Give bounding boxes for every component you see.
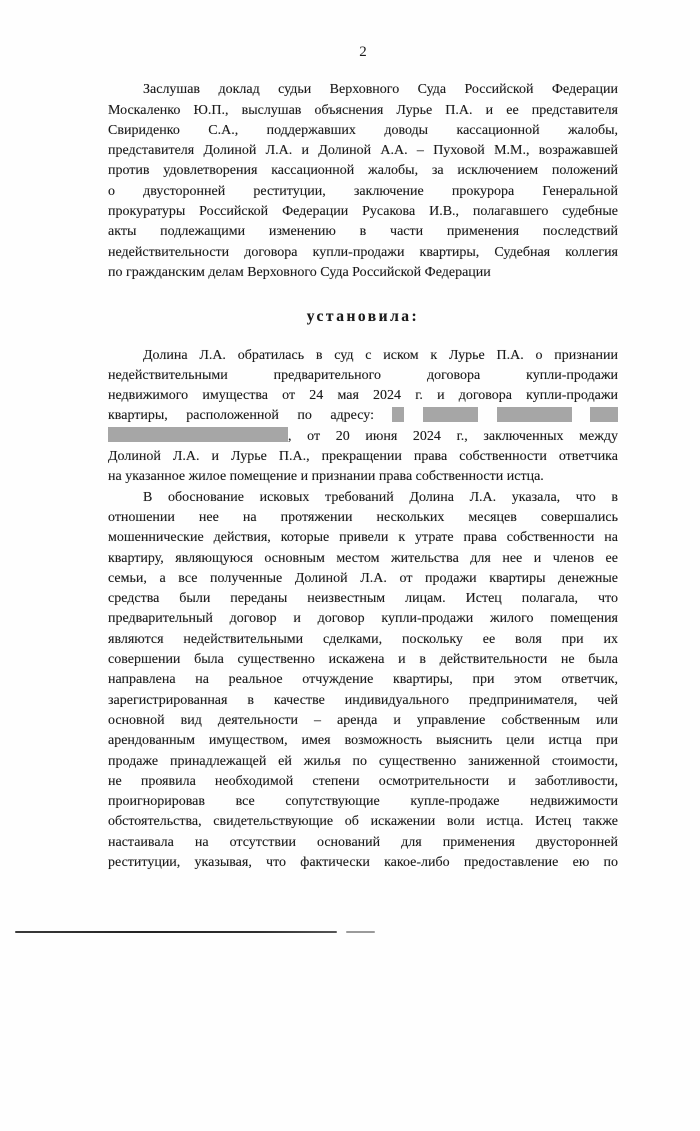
- text-line: предварительный договор и договор купли-продажи жилого помещения: [108, 611, 618, 627]
- text-line: Москаленко Ю.П., выслушав объяснения Лурье П.А. и ее представителя: [108, 102, 618, 118]
- paragraph-hearing-report: [108, 80, 618, 283]
- text-line: арендованным имуществом, имея возможность выяснить цели истца при: [108, 733, 618, 749]
- page-content: [108, 0, 618, 873]
- text-line: совершении была существенно искажена и в действительности не была: [108, 652, 618, 668]
- text-line: не проявила необходимой степени осмотрительности и заботливости,: [108, 773, 618, 789]
- text-line: обстоятельства, свидетельствующие об искажении воли истца. Истец также: [108, 814, 618, 830]
- text-line: Долина Л.А. обратилась в суд с иском к Лурье П.А. о признании: [143, 347, 618, 363]
- text-line: В обоснование исковых требований Долина Л.А. указала, что в: [143, 489, 618, 505]
- text-line: проигнорировав все сопутствующие купле-продаже недвижимости: [108, 794, 618, 810]
- text-line: направлена на реальное отчуждение квартиры, при этом ответчик,: [108, 672, 618, 688]
- footnote-separator-line-fragment: [346, 931, 375, 933]
- redaction-box: [423, 407, 478, 422]
- redaction-box: [108, 427, 288, 442]
- text-line: являются недействительными сделками, поскольку ее воля при их: [108, 631, 618, 647]
- redaction-box: [590, 407, 618, 422]
- text-line: основной вид деятельности – аренда и управление собственным или: [108, 712, 618, 728]
- text-line: настаивала на отсутствии оснований для применения двусторонней: [108, 834, 618, 850]
- redaction-box: [497, 407, 572, 422]
- redaction-box: [392, 407, 404, 422]
- text-line: мошеннические действия, которые привели к утрате права собственности на: [108, 530, 618, 546]
- court-ruling-heading: установила:: [306, 308, 420, 326]
- text-line: по гражданским делам Верховного Суда Российской Федерации: [108, 264, 491, 280]
- text-line: Заслушав доклад судьи Верховного Суда Российской Федерации: [143, 82, 618, 98]
- text-line: недвижимого имущества от 24 мая 2024 г. и договора купли-продажи: [108, 388, 618, 404]
- text-line: недействительности договора купли-продажи квартиры, Судебная коллегия: [108, 244, 618, 260]
- text-line: квартиру, являющуюся основным местом жительства для нее и членов ее: [108, 550, 618, 566]
- text-line: продаже принадлежащей ей жилья по существенно заниженной стоимости,: [108, 753, 618, 769]
- text-line: квартиры, расположенной по адресу:: [108, 406, 618, 426]
- text-line: Свириденко С.А., поддержавших доводы кассационной жалобы,: [108, 122, 618, 138]
- text-line: , от 20 июня 2024 г., заключенных между: [108, 427, 618, 447]
- footnote-separator-line: [15, 931, 337, 933]
- text-line: недействительными предварительного договора купли-продажи: [108, 367, 618, 383]
- text-line: на указанное жилое помещение и признании права собственности истца.: [108, 469, 544, 485]
- text-line: акты подлежащими изменению в части применения последствий: [108, 224, 618, 240]
- text-line: против удовлетворения кассационной жалобы, за исключением положений: [108, 163, 618, 179]
- text-line: представителя Долиной Л.А. и Долиной А.А. – Пуховой М.М., возражавшей: [108, 143, 618, 159]
- text-line: о двусторонней реституции, заключение прокурора Генеральной: [108, 183, 618, 199]
- text-line: средства были переданы неизвестным лицам. Истец полагала, что: [108, 591, 618, 607]
- text-line: Долиной Л.А. и Лурье П.А., прекращении права собственности ответчика: [108, 449, 618, 465]
- page-number: 2: [359, 44, 367, 60]
- text-line: отношении нее на протяжении нескольких месяцев совершались: [108, 509, 618, 525]
- paragraph-claim-grounds: [108, 488, 618, 874]
- text-line: реституции, указывая, что фактически какое-либо предоставление ею по: [108, 854, 618, 870]
- text-line: семьи, а все полученные Долиной Л.А. от продажи квартиры денежные: [108, 570, 618, 586]
- text-line: зарегистрированная в качестве индивидуального предпринимателя, чей: [108, 692, 618, 708]
- paragraph-claim-statement: [108, 346, 618, 488]
- text-line: прокуратуры Российской Федерации Русакова И.В., полагавшего судебные: [108, 204, 618, 220]
